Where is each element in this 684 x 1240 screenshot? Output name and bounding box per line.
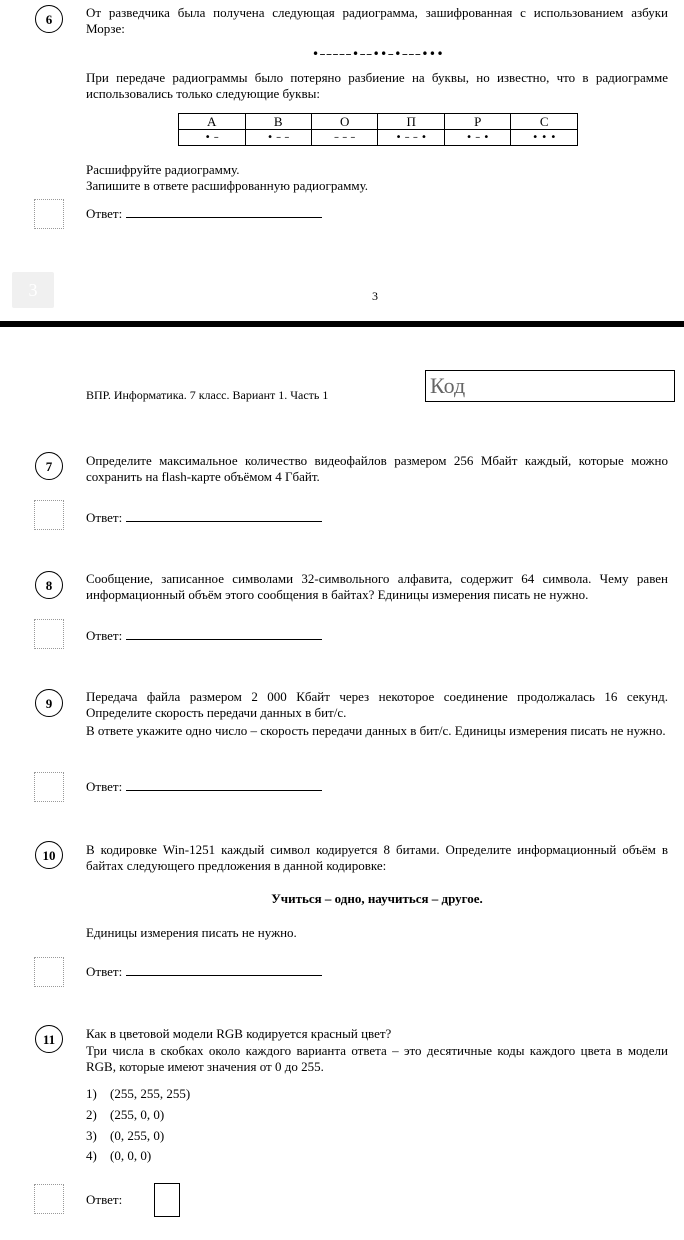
option-item: [86, 1086, 190, 1102]
question-8-text: Сообщение, записанное символами 32-символьного алфавита, содержит 64 символа. Чему равен информационный объём этого сообщения в байтах? Единицы измерения писать не нужно.: [86, 571, 668, 602]
question-6-answer: [86, 206, 322, 222]
answer-label: Ответ:: [86, 206, 123, 221]
answer-label: Ответ:: [86, 510, 123, 525]
answer-line-field[interactable]: [126, 207, 322, 218]
morse-code-table: [178, 113, 578, 146]
option-value: (0, 255, 0): [110, 1128, 165, 1143]
option-number: 1): [86, 1086, 97, 1101]
answer-label: Ответ:: [86, 964, 123, 979]
letter-cell: О: [311, 114, 378, 130]
question-8-answer: [86, 628, 322, 644]
question-6-intro: От разведчика была получена следующая радиограмма, зашифрованная с использованием азбуки Морзе:: [86, 5, 668, 36]
code-cell: • – •: [444, 130, 510, 146]
code-cell: • • •: [511, 130, 578, 146]
question-10-text: В кодировке Win-1251 каждый символ кодируется 8 битами. Определите информационный объём в байтах следующего предложения в данной кодировке:: [86, 842, 668, 873]
question-6-task-2: Запишите в ответе расшифрованную радиограмму.: [86, 178, 369, 193]
letter-cell: С: [511, 114, 578, 130]
question-6-task-1: Расшифруйте радиограмму.: [86, 162, 240, 177]
page-divider: [0, 321, 684, 327]
morse-message: •–––––•––••–•–––•••: [311, 47, 445, 61]
question-11-text-2: Три числа в скобках около каждого варианта ответа – это десятичные коды каждого цвета в модели RGB, которые имеют значения от 0 до 255.: [86, 1043, 668, 1074]
option-number: 2): [86, 1107, 97, 1122]
answer-label: Ответ:: [86, 779, 123, 794]
question-11-text-1: Как в цветовой модели RGB кодируется красный цвет?: [86, 1026, 392, 1041]
answer-score-box: [34, 199, 64, 229]
option-value: (255, 255, 255): [110, 1086, 191, 1101]
question-8-number: 8: [35, 571, 63, 599]
page-number: 3: [372, 289, 378, 303]
question-9-text-1: Передача файла размером 2 000 Кбайт через некоторое соединение продолжалась 16 секунд. Определите скорость передачи данных в бит/с.: [86, 689, 668, 720]
question-11-answer-label: Ответ:: [86, 1192, 123, 1207]
question-9-text-2: В ответе укажите одно число – скорость передачи данных в бит/с. Единицы измерения писать не нужно.: [86, 723, 666, 738]
code-cell: • – – •: [378, 130, 445, 146]
letter-cell: Р: [444, 114, 510, 130]
question-6-number: 6: [35, 5, 63, 33]
code-field[interactable]: Код: [425, 370, 675, 402]
question-7-text: Определите максимальное количество видеофайлов размером 256 Мбайт каждый, которые можно сохранить на flash-карте объёмом 4 Гбайт.: [86, 453, 668, 484]
option-value: (255, 0, 0): [110, 1107, 165, 1122]
page-badge: 3: [12, 272, 54, 308]
question-9-answer: [86, 779, 322, 795]
question-10-note: Единицы измерения писать не нужно.: [86, 925, 297, 940]
question-9-number: 9: [35, 689, 63, 717]
question-11-number: 11: [35, 1025, 63, 1053]
answer-line-field[interactable]: [126, 511, 322, 522]
answer-line-field[interactable]: [126, 780, 322, 791]
code-cell: • – –: [245, 130, 311, 146]
question-10-answer: [86, 964, 322, 980]
letter-cell: П: [378, 114, 445, 130]
option-item: [86, 1107, 164, 1123]
option-number: 3): [86, 1128, 97, 1143]
option-item: [86, 1128, 164, 1144]
answer-label: Ответ:: [86, 628, 123, 643]
option-number: 4): [86, 1148, 97, 1163]
question-7-answer: [86, 510, 322, 526]
answer-score-box: [34, 619, 64, 649]
page-header-title: ВПР. Информатика. 7 класс. Вариант 1. Часть 1: [86, 388, 329, 402]
option-item: [86, 1148, 151, 1164]
code-cell: • –: [179, 130, 246, 146]
letter-cell: А: [179, 114, 246, 130]
code-cell: – – –: [311, 130, 378, 146]
option-value: (0, 0, 0): [110, 1148, 152, 1163]
table-row: [179, 130, 578, 146]
answer-choice-box[interactable]: [154, 1183, 180, 1217]
answer-score-box: [34, 500, 64, 530]
answer-line-field[interactable]: [126, 965, 322, 976]
answer-score-box: [34, 772, 64, 802]
letter-cell: В: [245, 114, 311, 130]
question-10-number: 10: [35, 841, 63, 869]
table-row: [179, 114, 578, 130]
question-6-note: При передаче радиограммы было потеряно разбиение на буквы, но известно, что в радиограмме использовались только следующие буквы:: [86, 70, 668, 101]
answer-score-box: [34, 957, 64, 987]
answer-line-field[interactable]: [126, 629, 322, 640]
question-10-sentence: Учиться – одно, научиться – другое.: [271, 891, 483, 906]
question-7-number: 7: [35, 452, 63, 480]
answer-score-box: [34, 1184, 64, 1214]
